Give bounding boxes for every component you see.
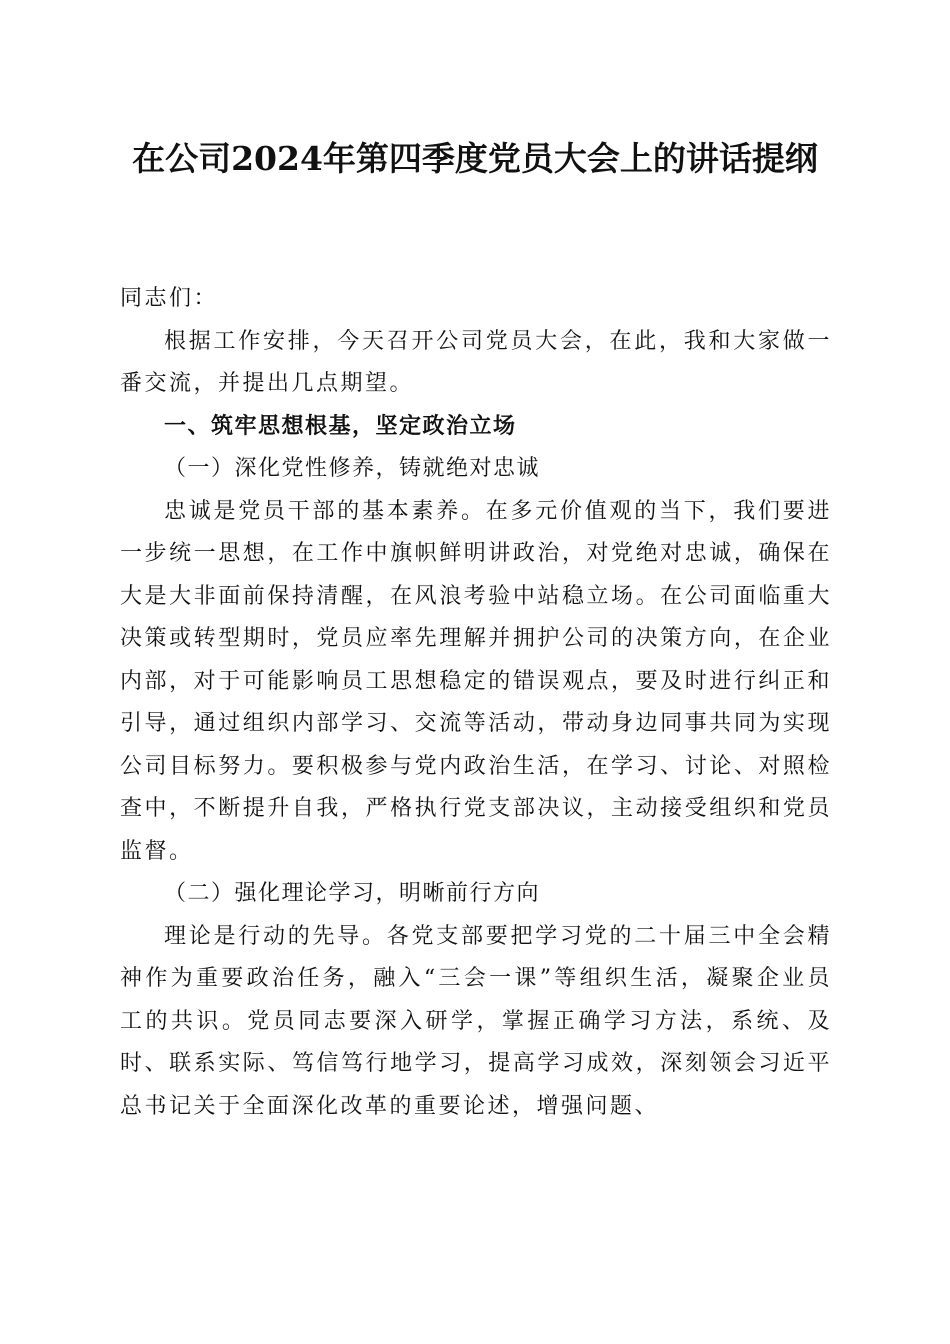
- subsection-paragraph-1: 忠诚是党员干部的基本素养。在多元价值观的当下，我们要进一步统一思想，在工作中旗帜鲜明讲政治，对党绝对忠诚，确保在大是大非面前保持清醒，在风浪考验中站稳立场。在公司面临重大决策或转型期时，党员应率先理解并拥护公司的决策方向，在企业内部，对于可能影响员工思想稳定的错误观点，要及时进行纠正和引导，通过组织内部学习、交流等活动，带动身边同事共同为实现公司目标努力。要积极参与党内政治生活，在学习、讨论、对照检查中，不断提升自我，严格执行党支部决议，主动接受组织和党员监督。: [120, 498, 832, 864]
- subsection-heading-1: （一）深化党性修养，铸就绝对忠诚: [164, 456, 541, 481]
- subsection-heading-2: （二）强化理论学习，明晰前行方向: [164, 881, 541, 906]
- salutation: 同志们：: [120, 286, 219, 311]
- intro-paragraph: 根据工作安排，今天召开公司党员大会，在此，我和大家做一番交流，并提出几点期望。: [120, 328, 832, 396]
- section-heading-1: 一、筑牢思想根基，坚定政治立场: [164, 413, 517, 439]
- document-title: 在公司2024年第四季度党员大会上的讲话提纲: [132, 139, 818, 178]
- document-body: [120, 278, 832, 1128]
- subsection-paragraph-2: 理论是行动的先导。各党支部要把学习党的二十届三中全会精神作为重要政治任务，融入“三会一课”等组织生活，凝聚企业员工的共识。党员同志要深入研学，掌握正确学习方法，系统、及时、联系实际、笃信笃行地学习，提高学习成效，深刻领会习近平总书记关于全面深化改革的重要论述，增强问题、: [120, 923, 832, 1119]
